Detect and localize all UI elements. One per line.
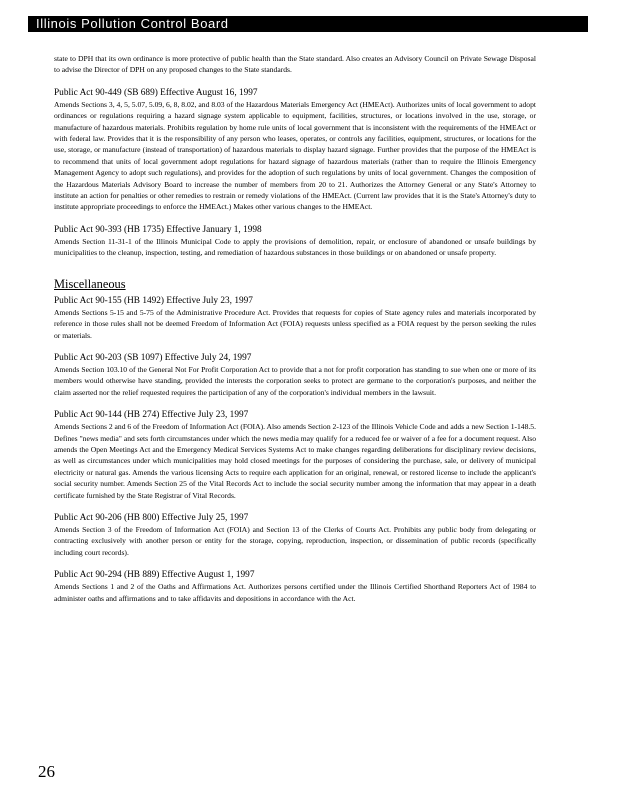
page-number: 26 [38,762,55,781]
act-title: Public Act 90-393 (HB 1735) Effective January 1, 1998 [54,224,262,235]
act-description: Amends Sections 1 and 2 of the Oaths and Affirmations Act. Authorizes persons certified under the Illinois Certified Shorthand Reporters Act of 1984 to administer oaths and affirmations and to take affidavits and depositions in accordance with the Act. [54,582,536,603]
act-title: Public Act 90-203 (SB 1097) Effective July 24, 1997 [54,352,252,363]
section-heading-miscellaneous: Miscellaneous [54,276,126,291]
act-description: Amends Section 3 of the Freedom of Information Act (FOIA) and Section 13 of the Clerks of Courts Act. Prohibits any public body from delegating or contracting exclusively with another person or entity for the storage, copying, reproduction, inspection, or dissemination of public records (specifically including court records). [54,524,536,557]
page-content [54,53,536,616]
act-description: Amends Section 11-31-1 of the Illinois Municipal Code to apply the provisions of demolition, repair, or enclosure of abandoned or unsafe buildings by municipalities to the cleanup, inspection, testing, and remediation of hazardous substances in those buildings or on abandoned or unsafe property. [54,236,536,258]
page-header-bar [28,16,588,32]
act-description: Amends Sections 5-15 and 5-75 of the Administrative Procedure Act. Provides that requests for copies of State agency rules and materials incorporated by reference in those rules shall not be deemed Freedom of Information Act (FOIA) requests unless specified as a FOIA request by the person seeking the rules or materials. [54,307,536,340]
act-title: Public Act 90-144 (HB 274) Effective July 23, 1997 [54,410,249,421]
act-block [54,296,536,341]
act-description: Amends Sections 2 and 6 of the Freedom of Information Act (FOIA). Also amends Section 2-123 of the Illinois Vehicle Code and adds a new Section 1-148.5. Defines "news media" and sets forth circumstances under which the news media may qualify for a reduced fee or waiver of a fee for a document request. Also amends the Open Meetings Act and the Emergency Medical Services Systems Act to make changes regarding deliberations for disciplinary review decisions, as well as circumstances under which municipalities may hold closed meetings for the purposes of considering the purchase, sale, or delivery of municipal electricity or natural gas. Amends the various licensing Acts to require each application for an original, renewal, or restored license to include the applicant's social security number. Amends Section 25 of the Vital Records Act to include the social security number among the information that may appear in a death certificate furnished by the State Registrar of Vital Records. [54,422,536,500]
act-title: Public Act 90-155 (HB 1492) Effective July 23, 1997 [54,295,253,306]
act-description: Amends Section 103.10 of the General Not For Profit Corporation Act to provide that a not for profit corporation has standing to sue when one or more of its members would otherwise have standing, provided the interests the corporation seeks to protect are germane to the corporation's purposes, and neither the claim asserted nor the relief requested requires the participation of any of the corporation's individual members in the lawsuit. [54,364,536,397]
intro-paragraph-block [54,53,536,76]
act-title: Public Act 90-294 (HB 889) Effective August 1, 1997 [54,570,255,581]
act-block [54,353,536,398]
act-title: Public Act 90-206 (HB 800) Effective July 25, 1997 [54,512,249,523]
act-block [54,513,536,558]
act-block [54,225,536,259]
intro-paragraph: state to DPH that its own ordinance is more protective of public health than the State standard. Also creates an Advisory Council on Private Sewage Disposal to advise the Director of DPH on any proposed changes to the State standards. [54,54,536,75]
act-title: Public Act 90-449 (SB 689) Effective August 16, 1997 [54,87,258,98]
act-block [54,88,536,213]
act-block [54,410,536,501]
act-description: Amends Sections 3, 4, 5, 5.07, 5.09, 6, 8, 8.02, and 8.03 of the Hazardous Materials Emergency Act (HMEAct). Authorizes units of local government to adopt ordinances or regulations requiring a hazard signage system applicable to equipment, facilities, structures, or locations involved in the use, storage, or manufacture of hazardous materials. Prohibits regulation by home rule units of local government that is inconsistent with the requirements of the HMEAct or with federal law. Provides that it is the responsibility of any person who leases, operates, or controls any facilities, equipment, structures, or locations for the use, storage, or manufacture (instead of transportation) of hazardous materials to display hazard signage. Further provides that the purpose of the HMEAct is to recommend that units of local government adopt regulations for hazard signage of hazardous materials (rather than to require the Illinois Emergency Management Agency to adopt such regulations), and provides for the adoption of such regulations by units of local government. Changes the composition of the Hazardous Materials Advisory Board to increase the number of members from 20 to 21. Authorizes the Attorney General or any State's Attorney to institute an action for penalties or other remedies to restrain or remedy violations of the HMEAct. (Current law provides that it is the State's Attorney's duty to institute appropriate proceedings to enforce the HMEAct.) Makes other various changes to the HMEAct. [54,99,536,212]
act-block [54,570,536,604]
page-header-title: Illinois Pollution Control Board [36,16,229,31]
